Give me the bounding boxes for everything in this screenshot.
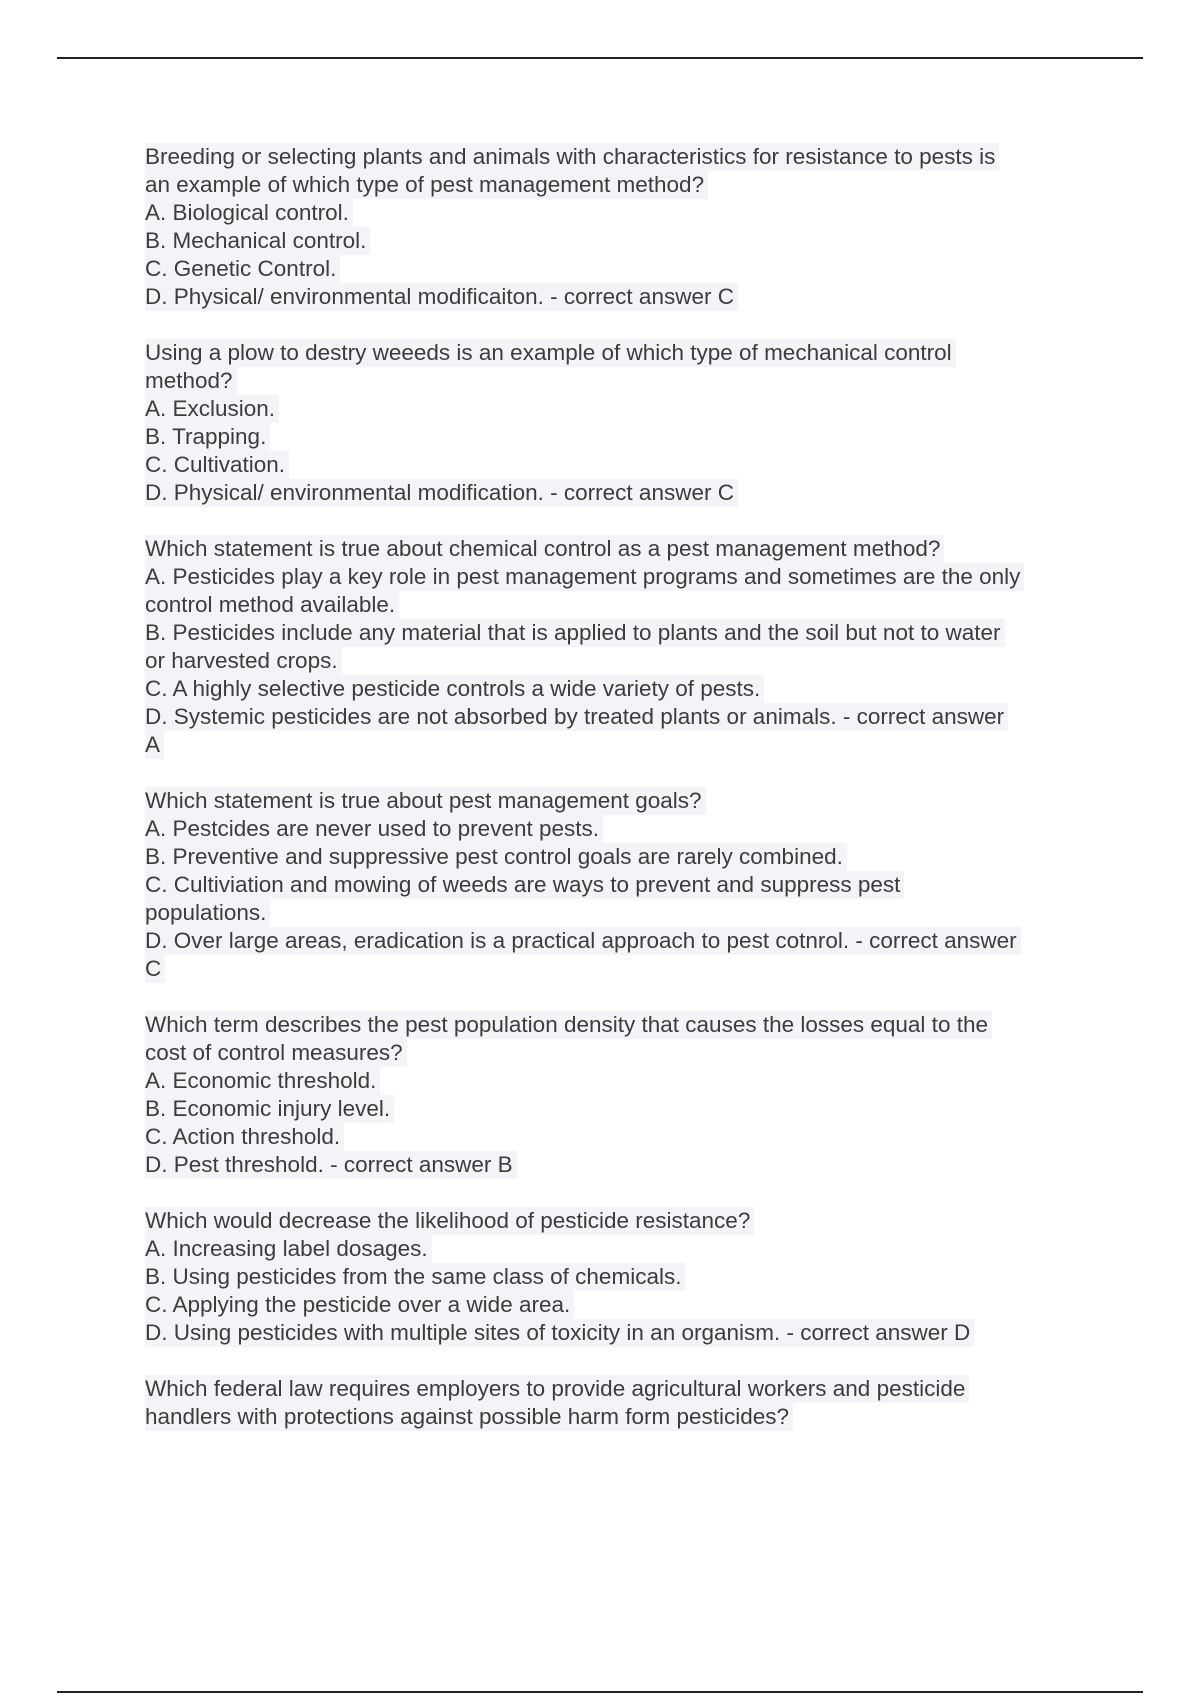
- answer-option: B. Using pesticides from the same class of chemicals.: [145, 1263, 685, 1291]
- question-text: method?: [145, 367, 237, 395]
- question-text: Which federal law requires employers to provide agricultural workers and pesticide: [145, 1375, 969, 1403]
- answer-option: C. Genetic Control.: [145, 255, 340, 283]
- answer-option: C. Cultiviation and mowing of weeds are ways to prevent and suppress pest: [145, 871, 904, 899]
- bottom-divider: [57, 1691, 1143, 1693]
- answer-option: D. Systemic pesticides are not absorbed by treated plants or animals. - correct answer: [145, 703, 1008, 731]
- question-block: [145, 339, 1095, 507]
- answer-option: control method available.: [145, 591, 399, 619]
- question-block: [145, 143, 1095, 311]
- answer-option: C. A highly selective pesticide controls a wide variety of pests.: [145, 675, 764, 703]
- answer-option: C: [145, 955, 165, 983]
- question-text: an example of which type of pest management method?: [145, 171, 708, 199]
- question-block: [145, 535, 1095, 759]
- question-text: handlers with protections against possible harm form pesticides?: [145, 1403, 793, 1431]
- question-text: Which statement is true about chemical control as a pest management method?: [145, 535, 944, 563]
- question-text: Which statement is true about pest management goals?: [145, 787, 706, 815]
- answer-option: D. Pest threshold. - correct answer B: [145, 1151, 517, 1179]
- answer-option: C. Action threshold.: [145, 1123, 344, 1151]
- answer-option: D. Physical/ environmental modificaiton. - correct answer C: [145, 283, 738, 311]
- answer-option: populations.: [145, 899, 270, 927]
- top-divider: [57, 57, 1143, 59]
- question-text: Breeding or selecting plants and animals with characteristics for resistance to pests is: [145, 143, 999, 171]
- answer-option: or harvested crops.: [145, 647, 342, 675]
- answer-option: D. Physical/ environmental modification. - correct answer C: [145, 479, 738, 507]
- answer-option: C. Applying the pesticide over a wide area.: [145, 1291, 574, 1319]
- question-text: Using a plow to destry weeeds is an example of which type of mechanical control: [145, 339, 956, 367]
- answer-option: A. Exclusion.: [145, 395, 279, 423]
- answer-option: A. Economic threshold.: [145, 1067, 380, 1095]
- question-list: [145, 143, 1095, 1459]
- answer-option: A: [145, 731, 164, 759]
- answer-option: B. Pesticides include any material that is applied to plants and the soil but not to water: [145, 619, 1005, 647]
- answer-option: B. Mechanical control.: [145, 227, 370, 255]
- answer-option: A. Biological control.: [145, 199, 353, 227]
- question-text: cost of control measures?: [145, 1039, 407, 1067]
- answer-option: D. Using pesticides with multiple sites of toxicity in an organism. - correct answer D: [145, 1319, 974, 1347]
- answer-option: A. Increasing label dosages.: [145, 1235, 432, 1263]
- answer-option: D. Over large areas, eradication is a practical approach to pest cotnrol. - correct answer: [145, 927, 1021, 955]
- answer-option: C. Cultivation.: [145, 451, 289, 479]
- answer-option: A. Pesticides play a key role in pest management programs and sometimes are the only: [145, 563, 1024, 591]
- question-block: [145, 1207, 1095, 1347]
- question-block: [145, 1375, 1095, 1431]
- question-block: [145, 787, 1095, 983]
- answer-option: A. Pestcides are never used to prevent pests.: [145, 815, 603, 843]
- question-text: Which term describes the pest population density that causes the losses equal to the: [145, 1011, 992, 1039]
- answer-option: B. Preventive and suppressive pest control goals are rarely combined.: [145, 843, 847, 871]
- answer-option: B. Economic injury level.: [145, 1095, 394, 1123]
- question-text: Which would decrease the likelihood of pesticide resistance?: [145, 1207, 754, 1235]
- answer-option: B. Trapping.: [145, 423, 270, 451]
- question-block: [145, 1011, 1095, 1179]
